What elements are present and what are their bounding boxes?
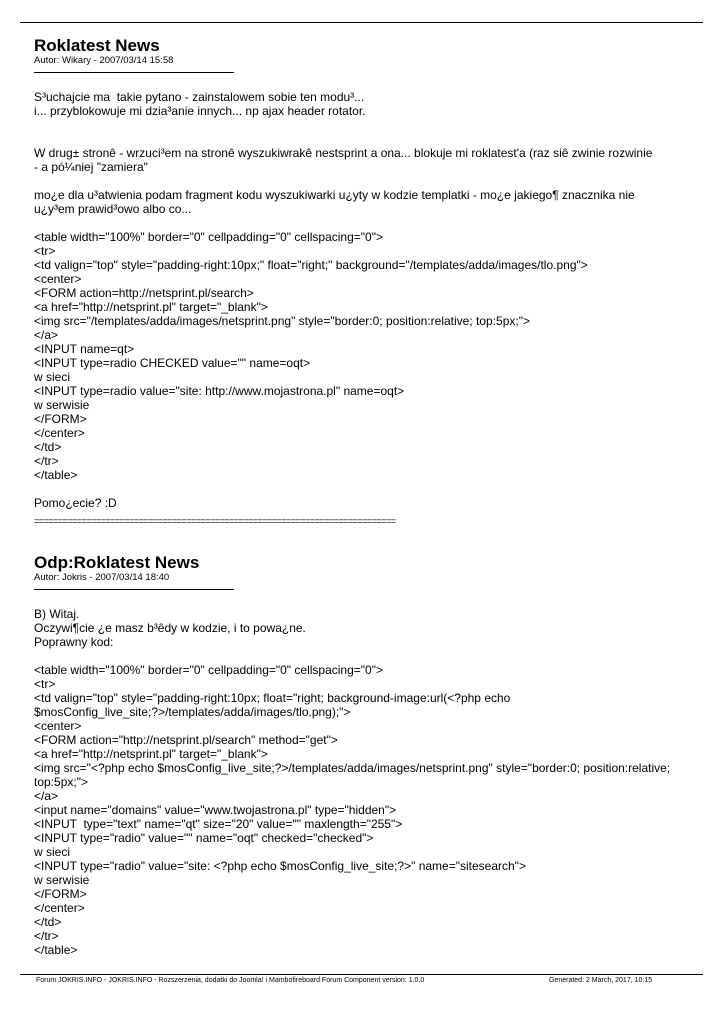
post-line: </td> xyxy=(34,915,62,929)
post-line: </a> xyxy=(34,789,59,803)
post-line: i... przyblokowuje mi dzia³anie innych... np ajax header rotator. xyxy=(34,104,366,118)
post-line xyxy=(34,216,689,230)
footer-generated: Generated: 2 March, 2017, 10:15 xyxy=(549,977,653,984)
post-line: </a> xyxy=(34,328,59,342)
post-line: </tr> xyxy=(34,929,59,943)
post-line: <table width="100%" border="0" cellpadding="0" cellspacing="0"> xyxy=(34,230,383,244)
post-line: <INPUT type=radio CHECKED value="" name=oqt> xyxy=(34,356,311,370)
post-line: <INPUT type=radio value="site: http://www.mojastrona.pl" name=oqt> xyxy=(34,384,405,398)
post-line: </td> xyxy=(34,440,62,454)
post-separator: ============================================================================ xyxy=(34,516,396,526)
post-line: w serwisie xyxy=(34,398,90,412)
post-author-date: Autor: Wikary - 2007/03/14 15:58 xyxy=(34,55,174,66)
post-line: mo¿e dla u³atwienia podam fragment kodu wyszukiwarki u¿yty w kodzie templatki - mo¿e jakiego¶ znacznika nie xyxy=(34,188,635,202)
post-line: W drug± stronê - wrzuci³em na stronê wyszukiwrakê nestsprint a ona... blokuje mi roklatest'a (raz siê zwinie rozwinie xyxy=(34,146,653,160)
forum-thread xyxy=(34,36,689,957)
post-line: <center> xyxy=(34,719,82,733)
post-line: </table> xyxy=(34,468,78,482)
post-line: S³uchajcie ma takie pytano - zainstalowem sobie ten modu³... xyxy=(34,90,365,104)
post-line: <tr> xyxy=(34,677,56,691)
post-line: <a href="http://netsprint.pl" target="_blank"> xyxy=(34,747,268,761)
post-line: </center> xyxy=(34,426,85,440)
post-body xyxy=(34,90,689,510)
post-title: Odp:Roklatest News xyxy=(34,553,200,572)
post-line: Poprawny kod: xyxy=(34,635,114,649)
footer-rule xyxy=(20,974,703,975)
post-line xyxy=(34,174,689,188)
post-line xyxy=(34,649,689,663)
post-line: <FORM action="http://netsprint.pl/search" method="get"> xyxy=(34,733,338,747)
post-author-date: Autor: Jokris - 2007/03/14 18:40 xyxy=(34,572,170,583)
post-line xyxy=(34,118,689,132)
post-line: <img src="/templates/adda/images/netsprint.png" style="border:0; position:relative; top:5px;"> xyxy=(34,314,530,328)
post-line: $mosConfig_live_site;?>/templates/adda/images/tlo.png);"> xyxy=(34,705,351,719)
post-line: Oczywi¶cie ¿e masz b³êdy w kodzie, i to powa¿ne. xyxy=(34,621,306,635)
post-line: B) Witaj. xyxy=(34,607,80,621)
post-line: <INPUT type="radio" value="site: <?php echo $mosConfig_live_site;?>" name="sitesearch"> xyxy=(34,859,526,873)
post-line: - a pó¼niej "zamiera" xyxy=(34,160,148,174)
post-line: </table> xyxy=(34,943,78,957)
post-line: <INPUT name=qt> xyxy=(34,342,135,356)
footer-source xyxy=(36,976,424,985)
post-line: <a href="http://netsprint.pl" target="_blank"> xyxy=(34,300,268,314)
post-line: <td valign="top" style="padding-right:10px;" float="right;" background="/templates/adda/images/tlo.png"> xyxy=(34,258,588,272)
post-1 xyxy=(34,36,689,527)
meta-divider xyxy=(34,72,234,73)
post-line: <INPUT type="text" name="qt" size="20" value="" maxlength="255"> xyxy=(34,817,403,831)
footer-component-text: fireboard Forum Component version: 1.0.0 xyxy=(292,977,425,984)
post-line: </FORM> xyxy=(34,887,87,901)
post-line: w serwisie xyxy=(34,873,90,887)
post-title: Roklatest News xyxy=(34,36,160,55)
post-line: w sieci xyxy=(34,845,71,859)
post-line xyxy=(34,132,689,146)
post-line: Pomo¿ecie? :D xyxy=(34,496,117,510)
post-line: <INPUT type="radio" value="" name="oqt" checked="checked"> xyxy=(34,831,374,845)
post-line xyxy=(34,482,689,496)
post-line: <input name="domains" value="www.twojastrona.pl" type="hidden"> xyxy=(34,803,397,817)
post-line: <FORM action=http://netsprint.pl/search> xyxy=(34,286,254,300)
top-rule xyxy=(20,22,703,23)
post-line: u¿y³em prawid³owo albo co... xyxy=(34,202,192,216)
post-line: w sieci xyxy=(34,370,71,384)
post-line: </center> xyxy=(34,901,85,915)
post-line: </FORM> xyxy=(34,412,87,426)
post-line: <table width="100%" border="0" cellpadding="0" cellspacing="0"> xyxy=(34,663,383,677)
footer-source-text: Forum JOKRIS.INFO - JOKRIS.INFO - Rozszerzenia, dodatki do Joomla! i Mambo xyxy=(36,977,293,984)
post-line: <tr> xyxy=(34,244,56,258)
post-line: top:5px;"> xyxy=(34,775,88,789)
meta-divider xyxy=(34,589,234,590)
post-line: <img src="<?php echo $mosConfig_live_site;?>/templates/adda/images/netsprint.png" style="border:0; position:relative; xyxy=(34,761,671,775)
post-line: </tr> xyxy=(34,454,59,468)
post-line: <td valign="top" style="padding-right:10px; float="right; background-image:url(<?php echo xyxy=(34,691,511,705)
post-line: <center> xyxy=(34,272,82,286)
post-2 xyxy=(34,553,689,957)
post-body xyxy=(34,607,689,957)
